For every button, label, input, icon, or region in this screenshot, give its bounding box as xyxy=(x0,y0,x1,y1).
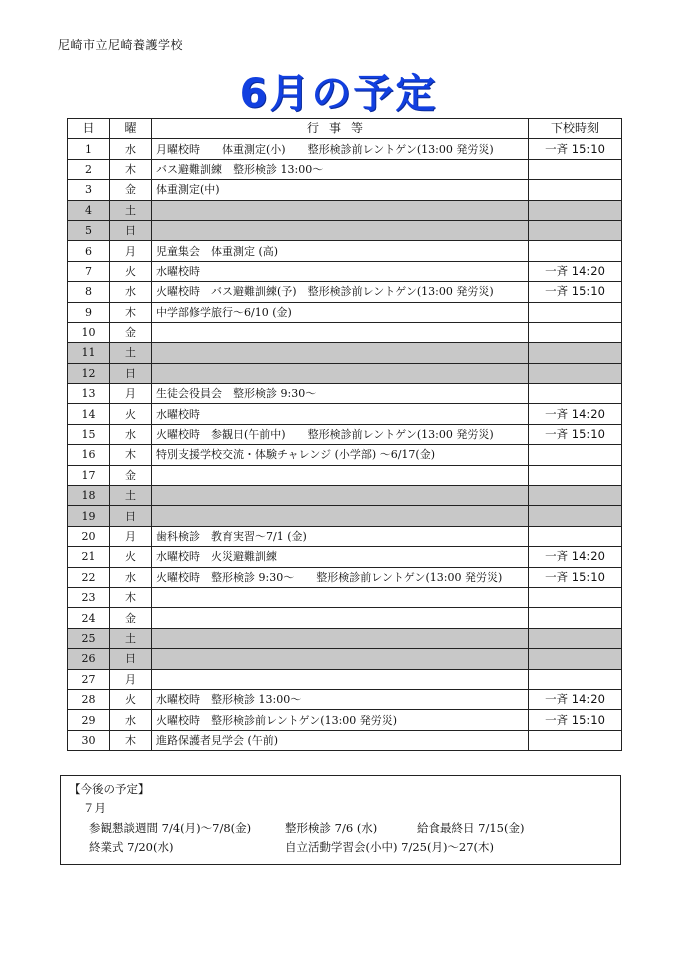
table-row xyxy=(68,669,622,689)
row-events: 進路保護者見学会 (午前) xyxy=(152,730,529,750)
row-events xyxy=(152,363,529,383)
row-dismissal xyxy=(529,363,622,383)
row-weekday: 水 xyxy=(110,710,152,730)
table-row xyxy=(68,363,622,383)
row-events: 水曜校時 整形検診 13:00～ xyxy=(152,689,529,709)
row-day: 16 xyxy=(68,445,110,465)
row-events xyxy=(152,486,529,506)
row-weekday: 木 xyxy=(110,587,152,607)
schedule-body xyxy=(68,139,622,751)
row-day: 10 xyxy=(68,322,110,342)
row-dismissal xyxy=(529,322,622,342)
row-dismissal xyxy=(529,649,622,669)
row-weekday: 水 xyxy=(110,424,152,444)
row-events: 特別支援学校交流・体験チャレンジ (小学部) ～6/17(金) xyxy=(152,445,529,465)
row-dismissal xyxy=(529,506,622,526)
table-row xyxy=(68,567,622,587)
table-row xyxy=(68,200,622,220)
row-events xyxy=(152,220,529,240)
row-dismissal xyxy=(529,200,622,220)
row-events xyxy=(152,506,529,526)
row-dismissal: 一斉 14:20 xyxy=(529,404,622,424)
table-row xyxy=(68,465,622,485)
row-events: 火曜校時 整形検診 9:30～ 整形検診前レントゲン(13:00 発労災) xyxy=(152,567,529,587)
row-events: 生徒会役員会 整形検診 9:30～ xyxy=(152,384,529,404)
table-row xyxy=(68,302,622,322)
row-dismissal xyxy=(529,220,622,240)
row-day: 8 xyxy=(68,282,110,302)
row-day: 17 xyxy=(68,465,110,485)
row-dismissal: 一斉 15:10 xyxy=(529,139,622,159)
row-weekday: 月 xyxy=(110,384,152,404)
table-row xyxy=(68,628,622,648)
table-row xyxy=(68,139,622,159)
row-dismissal: 一斉 15:10 xyxy=(529,710,622,730)
row-events: 水曜校時 xyxy=(152,261,529,281)
row-events xyxy=(152,322,529,342)
row-day: 25 xyxy=(68,628,110,648)
row-dismissal xyxy=(529,445,622,465)
row-events xyxy=(152,649,529,669)
table-row xyxy=(68,587,622,607)
row-weekday: 月 xyxy=(110,526,152,546)
row-day: 11 xyxy=(68,343,110,363)
row-weekday: 日 xyxy=(110,220,152,240)
row-weekday: 木 xyxy=(110,302,152,322)
row-day: 30 xyxy=(68,730,110,750)
schedule-table xyxy=(67,118,622,751)
row-events: 体重測定(中) xyxy=(152,180,529,200)
row-dismissal: 一斉 15:10 xyxy=(529,282,622,302)
row-weekday: 月 xyxy=(110,669,152,689)
row-day: 24 xyxy=(68,608,110,628)
page-title: 6月の予定 xyxy=(239,71,438,117)
row-weekday: 日 xyxy=(110,363,152,383)
future-item-exam: 整形検診 7/6 (水) xyxy=(285,821,378,835)
row-day: 14 xyxy=(68,404,110,424)
row-day: 12 xyxy=(68,363,110,383)
row-dismissal xyxy=(529,384,622,404)
row-weekday: 月 xyxy=(110,241,152,261)
table-row xyxy=(68,404,622,424)
table-row xyxy=(68,486,622,506)
row-dismissal xyxy=(529,669,622,689)
future-item-independence: 自立活動学習会(小中) 7/25(月)～27(木) xyxy=(285,840,495,854)
row-weekday: 火 xyxy=(110,547,152,567)
row-day: 26 xyxy=(68,649,110,669)
row-dismissal: 一斉 15:10 xyxy=(529,567,622,587)
row-events xyxy=(152,628,529,648)
row-events: 歯科検診 教育実習～7/1 (金) xyxy=(152,526,529,546)
row-weekday: 土 xyxy=(110,343,152,363)
table-row xyxy=(68,159,622,179)
row-events: 中学部修学旅行～6/10 (金) xyxy=(152,302,529,322)
row-dismissal xyxy=(529,628,622,648)
row-dismissal: 一斉 15:10 xyxy=(529,424,622,444)
row-events: 水曜校時 火災避難訓練 xyxy=(152,547,529,567)
table-row xyxy=(68,282,622,302)
row-dismissal: 一斉 14:20 xyxy=(529,689,622,709)
row-dismissal xyxy=(529,343,622,363)
future-schedule-box xyxy=(60,775,621,865)
row-events: 火曜校時 参観日(午前中) 整形検診前レントゲン(13:00 発労災) xyxy=(152,424,529,444)
row-day: 18 xyxy=(68,486,110,506)
row-dismissal xyxy=(529,241,622,261)
row-dismissal xyxy=(529,302,622,322)
table-row xyxy=(68,649,622,669)
header-day: 日 xyxy=(68,119,110,139)
row-events xyxy=(152,669,529,689)
row-day: 19 xyxy=(68,506,110,526)
table-row xyxy=(68,689,622,709)
table-row xyxy=(68,526,622,546)
table-header-row xyxy=(68,119,622,139)
row-weekday: 金 xyxy=(110,180,152,200)
row-weekday: 金 xyxy=(110,608,152,628)
row-dismissal xyxy=(529,159,622,179)
row-day: 21 xyxy=(68,547,110,567)
row-events: 水曜校時 xyxy=(152,404,529,424)
table-row xyxy=(68,384,622,404)
row-day: 13 xyxy=(68,384,110,404)
table-row xyxy=(68,424,622,444)
row-events xyxy=(152,465,529,485)
row-day: 28 xyxy=(68,689,110,709)
row-day: 7 xyxy=(68,261,110,281)
row-events: 児童集会 体重測定 (高) xyxy=(152,241,529,261)
table-row xyxy=(68,608,622,628)
row-dismissal xyxy=(529,608,622,628)
future-item-consult: 参観懇談週間 7/4(月)～7/8(金) xyxy=(89,821,252,835)
row-weekday: 金 xyxy=(110,322,152,342)
row-day: 23 xyxy=(68,587,110,607)
row-weekday: 火 xyxy=(110,689,152,709)
row-day: 22 xyxy=(68,567,110,587)
school-name: 尼崎市立尼崎養護学校 xyxy=(58,38,184,52)
future-title: 【今後の予定】 xyxy=(69,782,150,796)
row-dismissal xyxy=(529,486,622,506)
row-weekday: 水 xyxy=(110,282,152,302)
table-row xyxy=(68,445,622,465)
row-day: 5 xyxy=(68,220,110,240)
table-row xyxy=(68,241,622,261)
row-weekday: 日 xyxy=(110,649,152,669)
row-events xyxy=(152,587,529,607)
table-row xyxy=(68,547,622,567)
header-weekday: 曜 xyxy=(110,119,152,139)
row-weekday: 木 xyxy=(110,159,152,179)
row-events: バス避難訓練 整形検診 13:00～ xyxy=(152,159,529,179)
row-dismissal: 一斉 14:20 xyxy=(529,547,622,567)
table-row xyxy=(68,322,622,342)
row-events: 火曜校時 整形検診前レントゲン(13:00 発労災) xyxy=(152,710,529,730)
table-row xyxy=(68,730,622,750)
row-events: 月曜校時 体重測定(小) 整形検診前レントゲン(13:00 発労災) xyxy=(152,139,529,159)
row-weekday: 火 xyxy=(110,404,152,424)
row-day: 15 xyxy=(68,424,110,444)
row-weekday: 土 xyxy=(110,486,152,506)
row-weekday: 土 xyxy=(110,200,152,220)
row-weekday: 土 xyxy=(110,628,152,648)
table-row xyxy=(68,261,622,281)
row-weekday: 水 xyxy=(110,139,152,159)
row-weekday: 水 xyxy=(110,567,152,587)
row-day: 4 xyxy=(68,200,110,220)
row-weekday: 金 xyxy=(110,465,152,485)
row-weekday: 火 xyxy=(110,261,152,281)
header-events: 行事等 xyxy=(152,119,529,139)
header-dismissal: 下校時刻 xyxy=(529,119,622,139)
table-row xyxy=(68,710,622,730)
future-item-lunch: 給食最終日 7/15(金) xyxy=(417,821,525,835)
row-day: 2 xyxy=(68,159,110,179)
table-row xyxy=(68,180,622,200)
row-dismissal xyxy=(529,587,622,607)
table-row xyxy=(68,343,622,363)
row-dismissal xyxy=(529,730,622,750)
row-dismissal xyxy=(529,465,622,485)
row-day: 9 xyxy=(68,302,110,322)
row-day: 27 xyxy=(68,669,110,689)
row-weekday: 木 xyxy=(110,445,152,465)
row-day: 1 xyxy=(68,139,110,159)
row-events xyxy=(152,200,529,220)
row-weekday: 日 xyxy=(110,506,152,526)
table-row xyxy=(68,220,622,240)
row-events xyxy=(152,608,529,628)
row-day: 3 xyxy=(68,180,110,200)
row-day: 20 xyxy=(68,526,110,546)
row-events: 火曜校時 バス避難訓練(予) 整形検診前レントゲン(13:00 発労災) xyxy=(152,282,529,302)
future-month: ７月 xyxy=(83,801,106,815)
row-events xyxy=(152,343,529,363)
table-row xyxy=(68,506,622,526)
future-item-closing: 終業式 7/20(水) xyxy=(89,840,174,854)
row-day: 29 xyxy=(68,710,110,730)
row-dismissal: 一斉 14:20 xyxy=(529,261,622,281)
row-dismissal xyxy=(529,180,622,200)
row-weekday: 木 xyxy=(110,730,152,750)
row-dismissal xyxy=(529,526,622,546)
row-day: 6 xyxy=(68,241,110,261)
